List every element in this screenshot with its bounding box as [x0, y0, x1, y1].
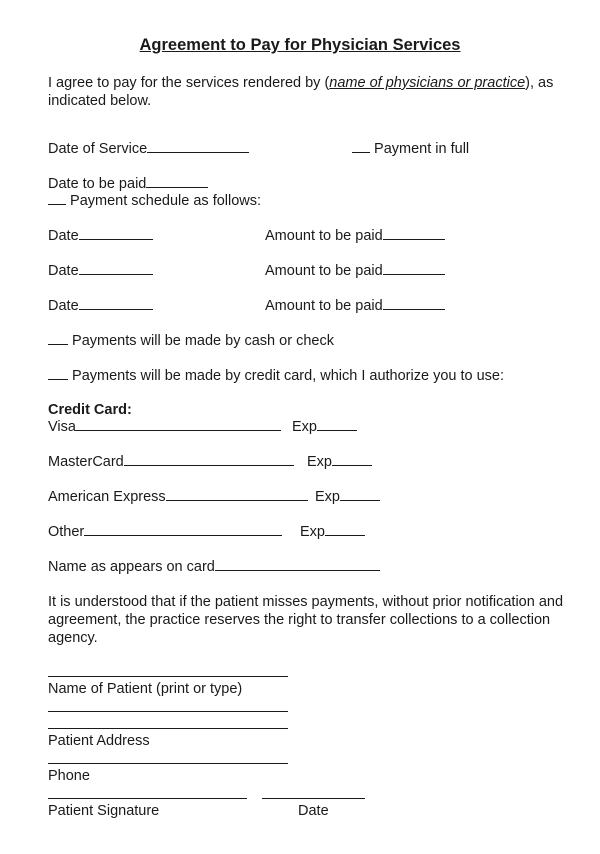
- schedule-date-blank[interactable]: [79, 262, 153, 275]
- payment-in-full-label: Payment in full: [374, 141, 470, 157]
- card-name-label: Visa: [48, 419, 76, 435]
- card-exp-blank[interactable]: [340, 488, 380, 501]
- intro-suffix: ), as indicated below.: [48, 75, 554, 109]
- phone-line[interactable]: [48, 763, 288, 764]
- card-row-amex[interactable]: [48, 488, 308, 506]
- document-title: Agreement to Pay for Physician Services: [139, 36, 461, 54]
- credit-card-auth-label: Payments will be made by credit card, which I authorize you to use:: [72, 368, 505, 384]
- credit-card-option[interactable]: [48, 367, 504, 385]
- date-of-service-label: Date of Service: [48, 141, 148, 157]
- phone-label: Phone: [48, 768, 90, 784]
- card-number-blank[interactable]: [124, 453, 294, 466]
- date-to-be-paid-blank[interactable]: [146, 175, 208, 188]
- intro-prefix: I agree to pay for the services rendered by (: [48, 75, 330, 91]
- schedule-amount-blank[interactable]: [383, 297, 445, 310]
- signature-date-label: Date: [298, 803, 329, 819]
- schedule-row-2-date[interactable]: [48, 262, 153, 280]
- card-exp-label: Exp: [307, 454, 332, 470]
- card-name-label: MasterCard: [48, 454, 124, 470]
- schedule-date-blank[interactable]: [79, 297, 153, 310]
- schedule-date-label: Date: [48, 263, 79, 279]
- schedule-amount-label: Amount to be paid: [265, 298, 383, 314]
- schedule-row-1-amount[interactable]: [265, 227, 445, 245]
- address-line-2[interactable]: [48, 728, 288, 729]
- address-line-1[interactable]: [48, 711, 288, 712]
- card-name-label: Other: [48, 524, 85, 540]
- schedule-date-label: Date: [48, 298, 79, 314]
- date-of-service-field[interactable]: [48, 140, 249, 158]
- card-number-blank[interactable]: [76, 418, 281, 431]
- schedule-amount-blank[interactable]: [383, 227, 445, 240]
- payment-schedule-option[interactable]: [48, 192, 261, 210]
- payment-schedule-blank[interactable]: [48, 192, 66, 205]
- schedule-row-3-amount[interactable]: [265, 297, 445, 315]
- payment-in-full-blank[interactable]: [352, 140, 370, 153]
- name-on-card-field[interactable]: [48, 558, 380, 576]
- schedule-date-blank[interactable]: [79, 227, 153, 240]
- understood-paragraph: It is understood that if the patient misses payments, without prior notification and agreement, the practice reserves the right to transfer collections to a collection agency.: [48, 594, 564, 646]
- schedule-date-label: Date: [48, 228, 79, 244]
- payment-schedule-label: Payment schedule as follows:: [70, 193, 262, 209]
- card-number-blank[interactable]: [84, 523, 282, 536]
- intro-physician-placeholder: name of physicians or practice: [329, 75, 526, 91]
- cash-or-check-label: Payments will be made by cash or check: [72, 333, 334, 349]
- card-exp-blank[interactable]: [332, 453, 372, 466]
- card-row-mastercard[interactable]: [48, 453, 294, 471]
- card-exp-amex[interactable]: [315, 488, 380, 506]
- date-to-be-paid-label: Date to be paid: [48, 176, 147, 192]
- patient-name-label: Name of Patient (print or type): [48, 681, 243, 697]
- card-exp-visa[interactable]: [292, 418, 357, 436]
- card-exp-blank[interactable]: [317, 418, 357, 431]
- patient-address-label: Patient Address: [48, 733, 150, 749]
- date-of-service-blank[interactable]: [147, 140, 249, 153]
- card-row-visa[interactable]: [48, 418, 281, 436]
- card-exp-blank[interactable]: [325, 523, 365, 536]
- card-exp-label: Exp: [300, 524, 325, 540]
- cash-or-check-option[interactable]: [48, 332, 334, 350]
- payment-in-full-option[interactable]: [352, 140, 469, 158]
- schedule-row-1-date[interactable]: [48, 227, 153, 245]
- signature-date-line[interactable]: [262, 798, 365, 799]
- name-on-card-label: Name as appears on card: [48, 559, 215, 575]
- schedule-amount-label: Amount to be paid: [265, 263, 383, 279]
- patient-name-line[interactable]: [48, 676, 288, 677]
- card-name-label: American Express: [48, 489, 166, 505]
- cash-or-check-blank[interactable]: [48, 332, 68, 345]
- card-row-other[interactable]: [48, 523, 282, 541]
- card-exp-other[interactable]: [300, 523, 365, 541]
- credit-card-heading: Credit Card:: [48, 402, 132, 418]
- credit-card-blank[interactable]: [48, 367, 68, 380]
- schedule-amount-label: Amount to be paid: [265, 228, 383, 244]
- card-exp-label: Exp: [315, 489, 340, 505]
- card-exp-label: Exp: [292, 419, 317, 435]
- intro-paragraph: [48, 74, 568, 110]
- schedule-row-3-date[interactable]: [48, 297, 153, 315]
- schedule-amount-blank[interactable]: [383, 262, 445, 275]
- card-number-blank[interactable]: [166, 488, 308, 501]
- name-on-card-blank[interactable]: [215, 558, 380, 571]
- signature-line[interactable]: [48, 798, 247, 799]
- patient-signature-label: Patient Signature: [48, 803, 160, 819]
- schedule-row-2-amount[interactable]: [265, 262, 445, 280]
- date-to-be-paid-field[interactable]: [48, 175, 208, 193]
- card-exp-mastercard[interactable]: [307, 453, 372, 471]
